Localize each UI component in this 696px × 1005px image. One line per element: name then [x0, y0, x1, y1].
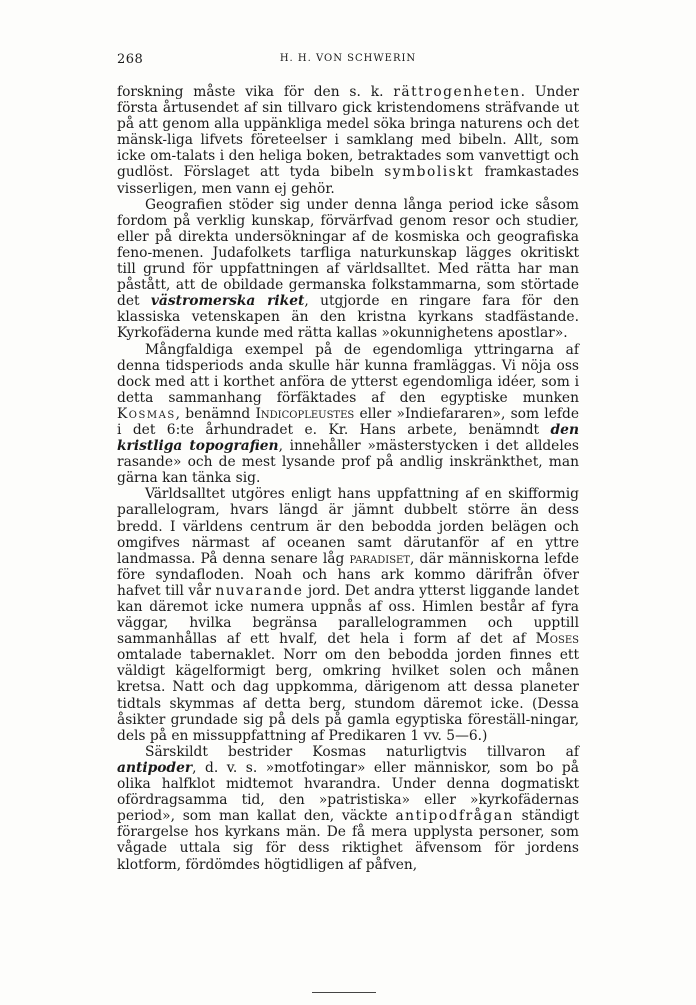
name-indicopleustes: Indicopleustes: [255, 405, 355, 422]
spaced-term: nuvarande: [215, 582, 304, 599]
term-paradiset: paradiset: [349, 550, 411, 567]
paragraph-2: Geografien stöder sig under denna långa period icke såsom fordom på verklig kunskap, förvärfvad genom resor och studier, eller på direkta undersökningar af de kosmiska och geografiska feno-menen. Judafolkets tarfliga naturkunskap lägges okritiskt till grund för uppfattningen af världsalltet. Med rätta har man påstått, att de obildade germanska folkstammarna, som störtade det västromerska riket, utgjorde en ringare fara för den klassiska vetenskapen än den kristna kyrkans stadfästande. Kyrkofäderna kunde med rätta kallas »okunnighetens apostlar».: [117, 196, 579, 342]
footer-rule: [312, 992, 376, 993]
spaced-term: symboliskt: [384, 164, 475, 181]
name-moses: Moses: [535, 631, 579, 648]
italic-term: västromerska riket: [150, 293, 305, 310]
name-kosmas: Kosmas: [117, 405, 176, 422]
page-number: 268: [117, 52, 144, 67]
paragraph-4: Världsalltet utgöres enligt hans uppfattning af en skifformig parallelogram, hvars längd är jämnt dubbelt större än dess bredd. I världens centrum är den bebodda jorden belägen och omgifves närmast af oceanen samt därutanför af en yttre landmassa. På denna senare låg paradiset, där människorna lefde före syndafloden. Noah och hans ark kommo därifrån öfver hafvet till vår nuvarande jord. Det andra ytterst liggande landet kan däremot icke numera uppnås af oss. Himlen består af fyra väggar, hvilka begränsa parallelogrammen och upptill sammanhållas af ett hvalf, det hela i form af det af Moses omtalade tabernaklet. Norr om den bebodda jorden finnes ett väldigt kägelformigt berg, omkring hvilket solen och månen kretsa. Natt och dag uppkomma, därigenom att dessa planeter tidtals skymmas af detta berg, stundom däremot icke. (Dessa åsikter grundade sig på dels på gamla egyptiska föreställ-ningar, dels på en missuppfattning af Predikaren 1 vv. 5—6.): [117, 486, 579, 744]
spaced-term: antipodfrågan: [395, 808, 514, 825]
book-page: [117, 52, 579, 873]
paragraph-5: Särskildt bestrider Kosmas naturligtvis tillvaron af antipoder, d. v. s. »motfotingar» eller människor, som bo på olika halfklot midtemot hvarandra. Under denna dogmatiskt ofördragsamma tid, den »patristiska» eller »kyrkofädernas period», som man kallat den, väckte antipodfrågan ständigt förargelse hos kyrkans män. De få mera upplysta personer, som vågade uttala sig för dess riktighet äfvensom för jordens klotform, fördömdes högtidligen af påfven,: [117, 743, 579, 873]
italic-term: antipoder: [117, 759, 193, 776]
paragraph-3: Mångfaldiga exempel på de egendomliga yttringarna af denna tidsperiods anda skulle här kunna framläggas. Vi nöja oss dock med att i korthet anföra de ytterst egendomliga idéer, som i detta sammanhang förfäktades af den egyptiske munken Kosmas, benämnd Indicopleustes eller »Indiefararen», som lefde i det 6:te århundradet e. Kr. Hans arbete, benämndt den kristliga topografien, innehåller »mästerstycken i det alldeles rasande» och de mest lysande prof på andlig inskränkthet, man gärna kan tänka sig.: [117, 341, 580, 487]
page-header: [117, 52, 579, 72]
spaced-term: rättrogenheten: [393, 84, 521, 100]
paragraph-1: forskning måste vika för den s. k. rättrogenheten. Under första årtusendet af sin tillvaro gick kristendomens sträfvande ut på att genom alla uppänkliga medel söka bringa naturens och det mänsk-liga lifvets företeelser i samklang med bibeln. Allt, som icke om-talats i den heliga boken, betraktades som vanvettigt och gudlöst. Förslaget att tyda bibeln symboliskt framkastades visserligen, men vann ej gehör.: [117, 84, 579, 197]
italic-title: den kristliga topografien: [117, 421, 579, 455]
running-head: H. H. VON SCHWERIN: [279, 53, 417, 64]
body-text: [117, 84, 579, 873]
